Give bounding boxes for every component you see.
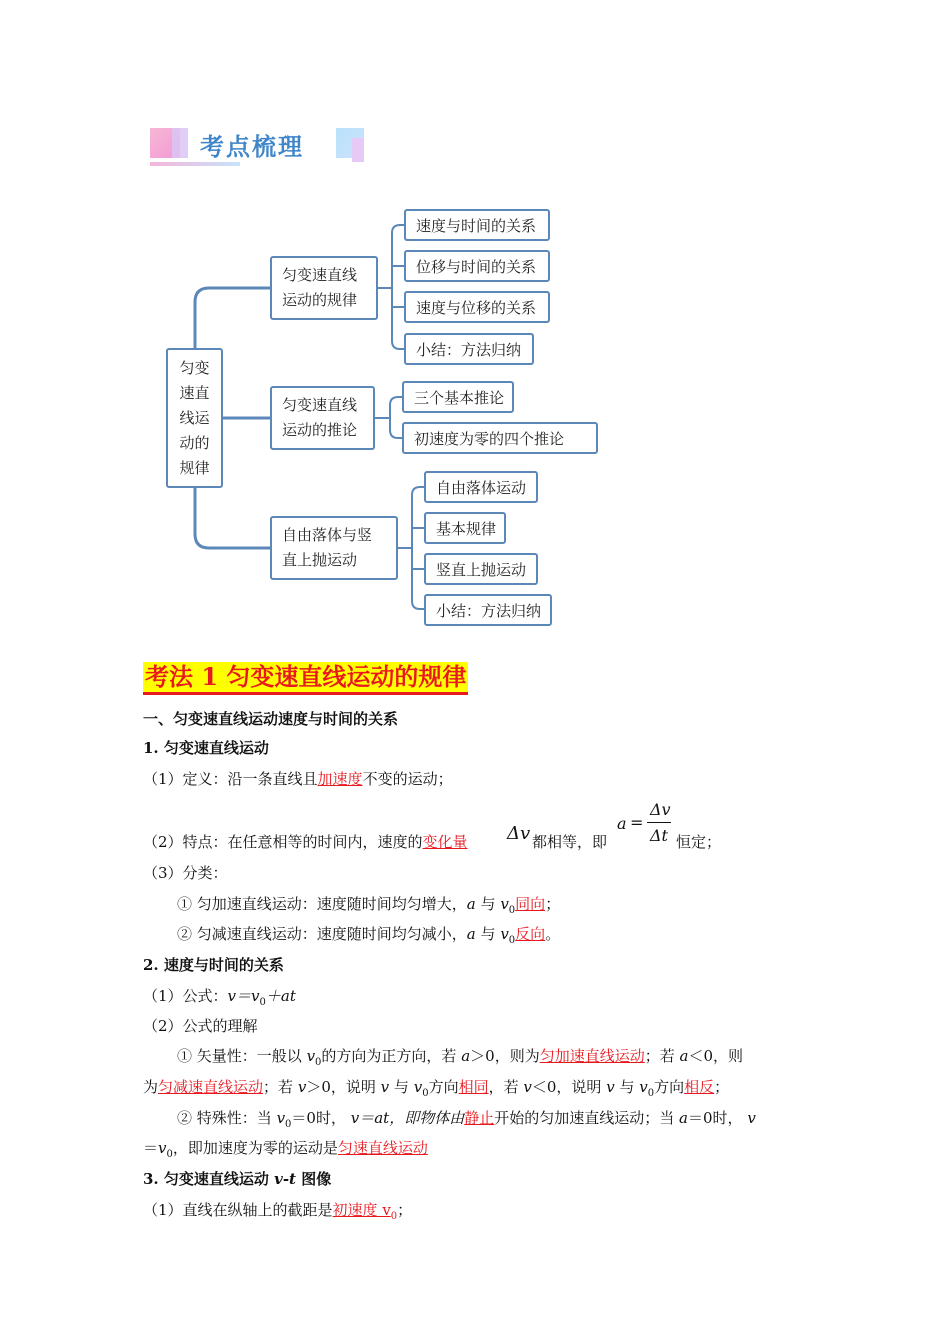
mindmap-leaf: 速度与时间的关系 <box>404 209 550 241</box>
mindmap-branch-2: 匀变速直线运动的推论 <box>270 386 375 450</box>
subheading-2: 2. 速度与时间的关系 <box>143 956 284 974</box>
formula-equals: = <box>630 813 644 832</box>
answer-blank: 初速度 $v_0$ <box>332 1201 398 1222</box>
answer-blank: 同向 <box>515 895 546 913</box>
formula-a: a <box>617 814 627 833</box>
subheading-3: 3. 匀变速直线运动 v-t 图像 <box>143 1170 332 1188</box>
answer-blank: 加速度 <box>317 770 363 788</box>
answer-blank: 反向 <box>515 925 546 943</box>
special-line-1: ② 特殊性：当 $v_0=0$时， v＝at，即物体由静止开始的匀加速直线运动；当 a＝0时， v <box>177 1109 756 1130</box>
answer-blank: 相同 <box>458 1078 489 1096</box>
answer-blank: 匀加速直线运动 <box>539 1047 645 1065</box>
banner-title: 考点梳理 <box>200 133 304 161</box>
mindmap-leaf: 三个基本推论 <box>402 381 514 413</box>
mindmap-leaf: 竖直上抛运动 <box>424 553 538 585</box>
heading-1: 一、匀变速直线运动速度与时间的关系 <box>143 710 399 728</box>
feature-mid-text: 都相等，即 <box>532 833 608 851</box>
answer-blank: 匀速直线运动 <box>337 1139 428 1157</box>
mindmap-leaf: 基本规律 <box>424 512 506 544</box>
formula-numerator: Δv <box>650 800 671 819</box>
mindmap-leaf: 速度与位移的关系 <box>404 291 550 323</box>
mindmap-root: 匀变速直线运动的规律 <box>166 348 223 488</box>
definition-line: （1）定义：沿一条直线且加速度不变的运动； <box>143 770 453 788</box>
vt-line-1: （1）直线在纵轴上的截距是初速度 $v_0$； <box>143 1201 413 1222</box>
formula-line: （1）公式：$v=v_0+at$ <box>143 987 296 1008</box>
mindmap-branch-1: 匀变速直线运动的规律 <box>270 256 378 320</box>
mindmap-leaf: 小结：方法归纳 <box>404 333 534 365</box>
mindmap-leaf: 初速度为零的四个推论 <box>402 422 598 454</box>
answer-blank: 相反 <box>684 1078 715 1096</box>
mindmap <box>0 0 950 640</box>
mindmap-leaf: 小结：方法归纳 <box>424 594 552 626</box>
fraction-bar <box>647 822 671 823</box>
understanding-line: （2）公式的理解 <box>143 1017 258 1035</box>
special-line-2: $=v_0$，即加速度为零的运动是匀速直线运动 <box>143 1139 428 1160</box>
classification-item-2: ② 匀减速直线运动：速度随时间均匀减小，a 与 $v_0$反向。 <box>177 925 561 946</box>
answer-blank: 静止 <box>464 1109 495 1127</box>
vector-line-1: ① 矢量性：一般以 $v_0$的方向为正方向，若 a＞0，则为匀加速直线运动；若 a＜0，则 <box>177 1047 744 1068</box>
mindmap-leaf: 位移与时间的关系 <box>404 250 550 282</box>
subheading-1: 1. 匀变速直线运动 <box>143 739 269 757</box>
delta-v-symbol: Δv <box>507 823 531 844</box>
formula-denominator: Δt <box>650 826 668 845</box>
section-title: 考法 1 匀变速直线运动的规律 <box>143 662 468 695</box>
feature-line: （2）特点：在任意相等的时间内，速度的变化量 <box>143 833 468 851</box>
mindmap-branch-3: 自由落体与竖直上抛运动 <box>270 516 398 580</box>
answer-blank: 匀减速直线运动 <box>158 1078 264 1096</box>
vector-line-2: 为匀减速直线运动；若 v＞0，说明 v 与 $v_0$方向相同，若 v＜0，说明 v 与 $v_0$方向相反； <box>143 1078 730 1099</box>
answer-blank: 变化量 <box>422 833 468 851</box>
classification-line: （3）分类： <box>143 864 228 882</box>
feature-post-text: 恒定； <box>676 833 722 851</box>
mindmap-leaf: 自由落体运动 <box>424 471 538 503</box>
classification-item-1: ① 匀加速直线运动：速度随时间均匀增大，a 与 $v_0$同向； <box>177 895 561 916</box>
